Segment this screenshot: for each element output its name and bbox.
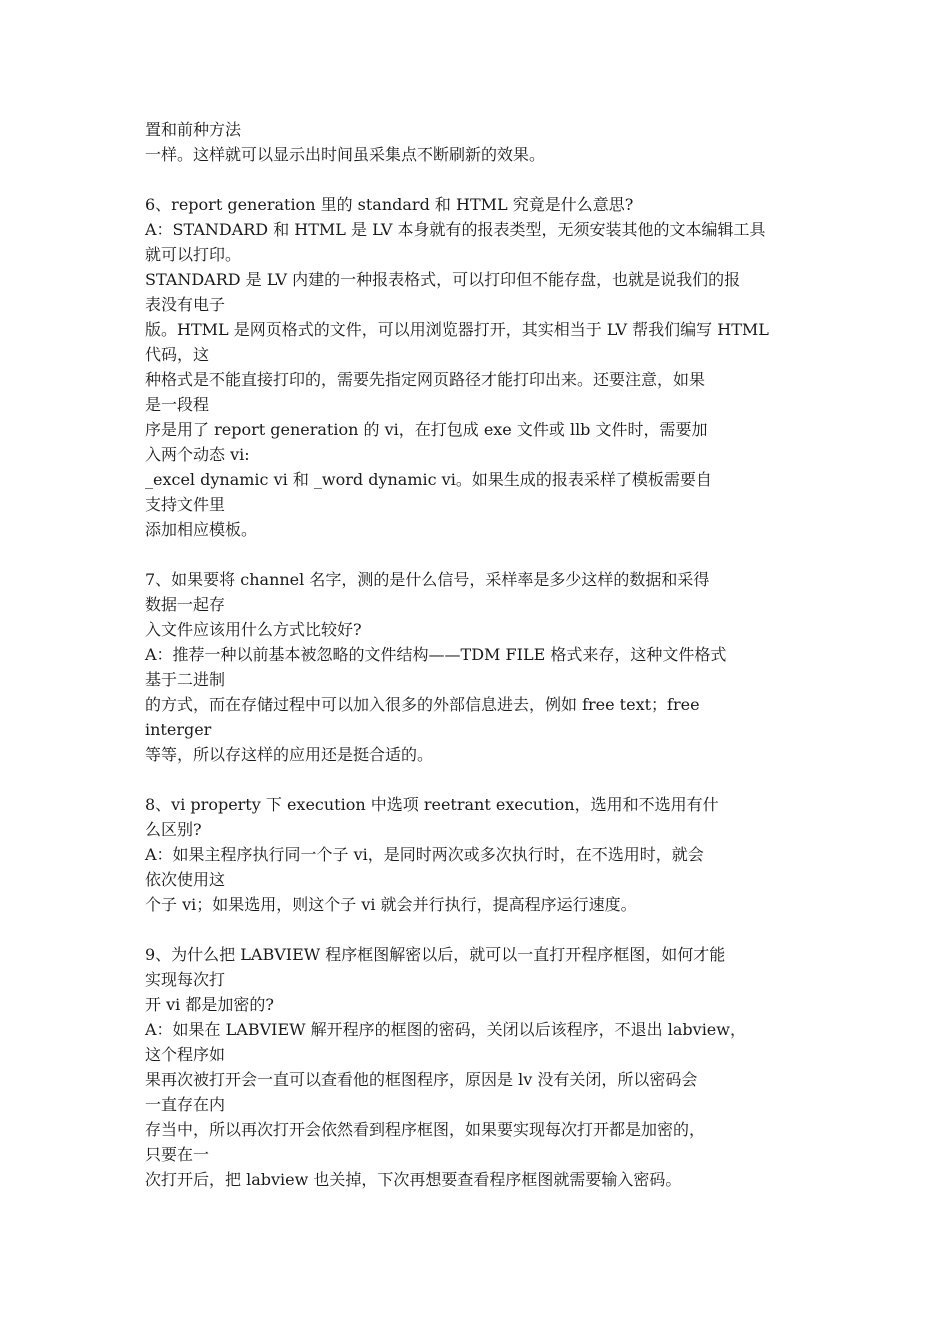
- text-line: 置和前种方法: [145, 120, 242, 139]
- answer-line: A：如果在 LABVIEW 解开程序的框图的密码，关闭以后该程序，不退出 labview，: [145, 1020, 746, 1039]
- question-9: [145, 942, 810, 1192]
- answer-line: 支持文件里: [145, 495, 226, 514]
- answer-line: 只要在一: [145, 1145, 210, 1164]
- answer-line: 入两个动态 vi:: [145, 445, 250, 464]
- answer-line: interger: [145, 720, 212, 739]
- answer-line: 版。HTML 是网页格式的文件，可以用浏览器打开，其实相当于 LV 帮我们编写 HTML: [145, 320, 769, 339]
- answer-line: 等等，所以存这样的应用还是挺合适的。: [145, 745, 434, 764]
- question-heading: 8、vi property 下 execution 中选项 reetrant execution，选用和不选用有什: [145, 795, 719, 814]
- paragraph-gap: [145, 167, 810, 192]
- answer-line: 个子 vi；如果选用，则这个子 vi 就会并行执行，提高程序运行速度。: [145, 895, 637, 914]
- answer-line: 代码，这: [145, 345, 210, 364]
- document-body: [145, 117, 810, 1192]
- answer-line: 依次使用这: [145, 870, 226, 889]
- question-heading: 么区别?: [145, 820, 202, 839]
- paragraph-gap: [145, 542, 810, 567]
- answer-line: 表没有电子: [145, 295, 226, 314]
- question-heading: 9、为什么把 LABVIEW 程序框图解密以后，就可以一直打开程序框图，如何才能: [145, 945, 726, 964]
- answer-line: 是一段程: [145, 395, 210, 414]
- answer-line: 果再次被打开会一直可以查看他的框图程序，原因是 lv 没有关闭，所以密码会: [145, 1070, 698, 1089]
- question-heading: 6、report generation 里的 standard 和 HTML 究竟是什么意思?: [145, 195, 634, 214]
- paragraph-gap: [145, 767, 810, 792]
- answer-line: 这个程序如: [145, 1045, 226, 1064]
- answer-line: 存当中，所以再次打开会依然看到程序框图，如果要实现每次打开都是加密的，: [145, 1120, 706, 1139]
- question-heading: 7、如果要将 channel 名字，测的是什么信号，采样率是多少这样的数据和采得: [145, 570, 710, 589]
- answer-line: 序是用了 report generation 的 vi，在打包成 exe 文件或 llb 文件时，需要加: [145, 420, 708, 439]
- intro-paragraph: [145, 117, 810, 167]
- question-heading: 开 vi 都是加密的?: [145, 995, 274, 1014]
- answer-line: A：如果主程序执行同一个子 vi，是同时两次或多次执行时，在不选用时，就会: [145, 845, 704, 864]
- answer-line: 种格式是不能直接打印的，需要先指定网页路径才能打印出来。还要注意，如果: [145, 370, 706, 389]
- paragraph-gap: [145, 917, 810, 942]
- question-8: [145, 792, 810, 917]
- answer-line: 就可以打印。: [145, 245, 242, 264]
- answer-line: 添加相应模板。: [145, 520, 258, 539]
- answer-line: _excel dynamic vi 和 _word dynamic vi。如果生成的报表采样了模板需要自: [145, 470, 712, 489]
- answer-line: A：推荐一种以前基本被忽略的文件结构——TDM FILE 格式来存，这种文件格式: [145, 645, 727, 664]
- question-heading: 实现每次打: [145, 970, 226, 989]
- question-heading: 入文件应该用什么方式比较好?: [145, 620, 362, 639]
- answer-line: 基于二进制: [145, 670, 226, 689]
- text-line: 一样。这样就可以显示出时间虽采集点不断刷新的效果。: [145, 145, 546, 164]
- question-heading: 数据一起存: [145, 595, 226, 614]
- answer-line: A：STANDARD 和 HTML 是 LV 本身就有的报表类型，无须安装其他的文本编辑工具: [145, 220, 766, 239]
- answer-line: 的方式，而在存储过程中可以加入很多的外部信息进去，例如 free text；free: [145, 695, 700, 714]
- answer-line: STANDARD 是 LV 内建的一种报表格式，可以打印但不能存盘，也就是说我们的报: [145, 270, 741, 289]
- question-7: [145, 567, 810, 767]
- answer-line: 一直存在内: [145, 1095, 226, 1114]
- question-6: [145, 192, 810, 542]
- answer-line: 次打开后，把 labview 也关掉，下次再想要查看程序框图就需要输入密码。: [145, 1170, 682, 1189]
